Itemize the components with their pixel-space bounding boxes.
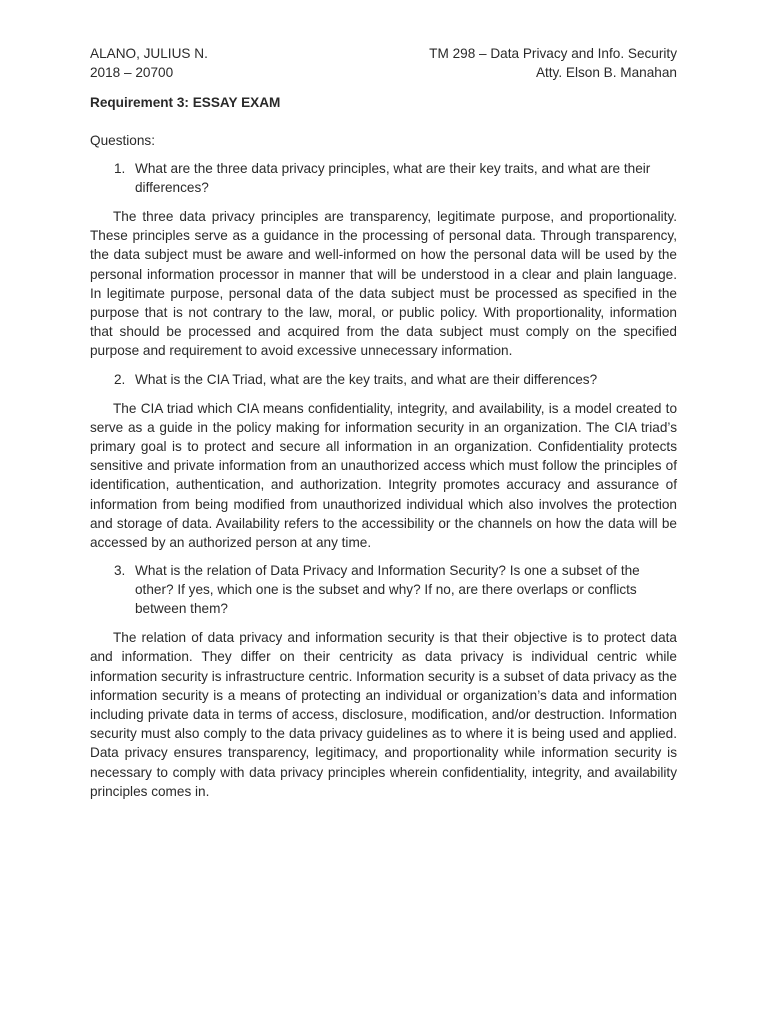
question-text: What is the relation of Data Privacy and Information Security? Is one a subset of the other? If yes, which one is the subset and why? If no, are there overlaps or conflicts between them? [135, 563, 640, 617]
requirement-title: Requirement 3: ESSAY EXAM [90, 95, 281, 110]
instructor-name: Atty. Elson B. Manahan [535, 65, 677, 80]
answer-2: The CIA triad which CIA means confidentiality, integrity, and availability, is a model created to serve as a guide in the policy making for information security in an organization. The CIA triad’s primary goal is to protect and secure all information in an organization. Confidentiality protects sensitive and private information from an unauthorized access which must follow the principles of identification, authentication, and authorization. Integrity promotes accuracy and assurance of information from being modified from unauthorized individual which also involves the protection and storage of data. Availability refers to the accessibility or the channels on how the data will be accessed by an authorized person at any time. [90, 400, 677, 551]
answer-3: The relation of data privacy and information security is that their objective is to protect data and information. They differ on their centricity as data privacy is individual centric while information security is infrastructure centric. Information security is a subset of data privacy as the information security is a means of protecting an individual or organization’s data and information including private data in terms of access, disclosure, modification, and/or destruction. Information security must also comply to the data privacy guidelines as to where it is being used and applied. Data privacy ensures transparency, legitimacy, and proportionality while information security is necessary to comply with data privacy principles wherein confidentiality, integrity, and availability principles comes in. [90, 630, 677, 799]
question-text: What is the CIA Triad, what are the key traits, and what are their differences? [135, 371, 598, 387]
question-text: What are the three data privacy principles, what are their key traits, and what are their differences? [135, 161, 651, 195]
document-page [90, 44, 677, 801]
question-3 [90, 561, 677, 618]
answer-1: The three data privacy principles are transparency, legitimate purpose, and proportionality. These principles serve as a guidance in the processing of personal data. Through transparency, the data subject must be aware and well-informed on how the personal data will be used by the personal information processor in manner that will be understood in a clear and plain language. In legitimate purpose, personal data of the data subject must be processed as specified in the purpose that is not contrary to the law, moral, or public policy. With proportionality, information that should be processed and acquired from the data subject must comply on the specified purpose and requirement to avoid excessive unnecessary information. [90, 209, 677, 359]
question-number: 2. [114, 371, 126, 387]
course-title: TM 298 – Data Privacy and Info. Security [429, 46, 677, 61]
student-id: 2018 – 20700 [90, 65, 174, 80]
question-number: 3. [114, 563, 126, 579]
header-row-2 [90, 63, 677, 82]
student-name: ALANO, JULIUS N. [90, 46, 208, 61]
question-2 [90, 370, 677, 389]
question-1 [90, 159, 677, 197]
questions-label: Questions: [90, 133, 155, 148]
question-number: 1. [114, 161, 126, 176]
header-row-1 [90, 44, 677, 63]
